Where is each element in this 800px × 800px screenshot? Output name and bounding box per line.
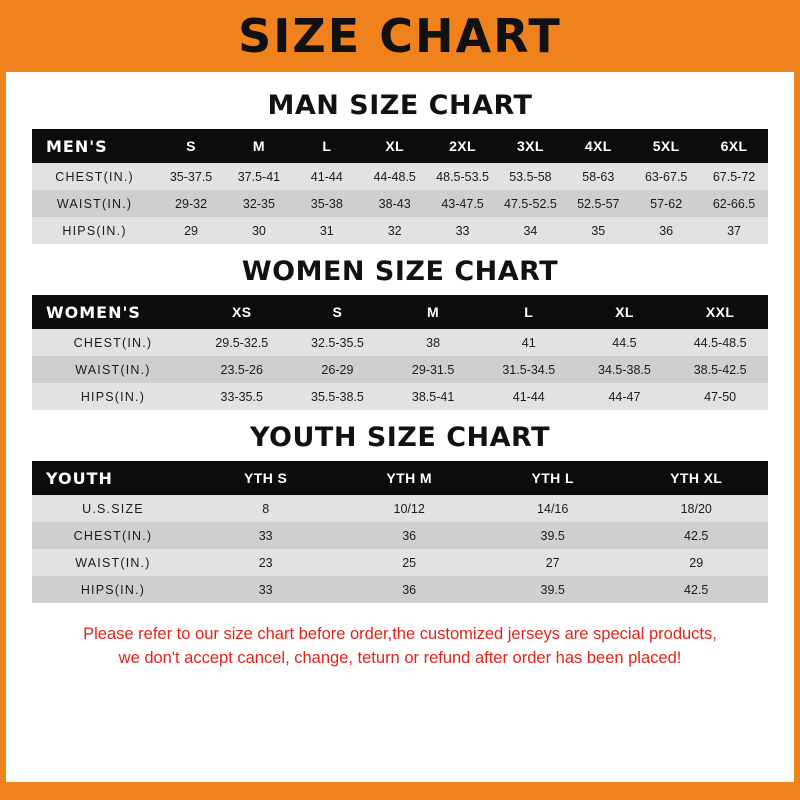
column-header: 6XL: [700, 129, 768, 163]
column-header: S: [157, 129, 225, 163]
table-cell: 18/20: [680, 501, 712, 516]
column-header: M: [385, 295, 481, 329]
table-cell: 33: [258, 528, 273, 543]
column-header: YTH XL: [624, 461, 768, 495]
row-label: U.S.SIZE: [82, 501, 144, 516]
table-cell: 38.5-42.5: [693, 362, 747, 377]
table-cell: 38: [426, 335, 441, 350]
youth-table-body: [32, 495, 768, 603]
row-label: HIPS(IN.): [80, 389, 146, 404]
table-cell: 62-66.5: [712, 196, 756, 211]
table-row: [32, 163, 768, 190]
table-cell: 35-38: [310, 196, 343, 211]
table-cell: 38.5-41: [411, 389, 455, 404]
table-cell: 44.5-48.5: [693, 335, 747, 350]
table-cell: 37.5-41: [237, 169, 281, 184]
table-cell: 36: [659, 223, 674, 238]
table-cell: 23.5-26: [220, 362, 263, 377]
table-cell: 47-50: [704, 389, 737, 404]
footer-note: [32, 617, 768, 671]
table-cell: 14/16: [537, 501, 569, 516]
column-header: XXL: [672, 295, 768, 329]
table-cell: 29: [689, 555, 704, 570]
table-header-row: [32, 295, 768, 329]
table-row: [32, 576, 768, 603]
table-cell: 39.5: [540, 528, 565, 543]
header-band: [0, 0, 800, 72]
women-table-body: [32, 329, 768, 410]
column-header: XS: [194, 295, 290, 329]
table-cell: 29-32: [175, 196, 208, 211]
table-cell: 32-35: [242, 196, 275, 211]
table-cell: 35.5-38.5: [311, 389, 364, 404]
table-cell: 29-31.5: [411, 362, 455, 377]
column-header: YTH S: [194, 461, 338, 495]
youth-row-header: YOUTH: [32, 461, 194, 495]
row-label: WAIST(IN.): [56, 196, 133, 211]
youth-size-table: [32, 461, 768, 603]
table-cell: 27: [545, 555, 560, 570]
table-cell: 42.5: [684, 582, 709, 597]
column-header: M: [225, 129, 293, 163]
footer-line-1: Please refer to our size chart before order,the customized jerseys are special products,: [83, 625, 717, 643]
table-cell: 38-43: [378, 196, 411, 211]
table-cell: 8: [262, 501, 270, 516]
table-row: [32, 356, 768, 383]
bottom-band: [0, 782, 800, 800]
table-cell: 36: [402, 582, 417, 597]
table-cell: 41-44: [310, 169, 343, 184]
table-cell: 53.5-58: [509, 169, 552, 184]
table-row: [32, 549, 768, 576]
column-header: L: [481, 295, 577, 329]
page-title: SIZE CHART: [238, 9, 562, 63]
table-cell: 31.5-34.5: [502, 362, 556, 377]
table-cell: 57-62: [650, 196, 683, 211]
table-cell: 42.5: [684, 528, 709, 543]
table-cell: 23: [258, 555, 273, 570]
row-label: HIPS(IN.): [62, 223, 127, 238]
table-cell: 32: [387, 223, 402, 238]
row-label: CHEST(IN.): [55, 169, 134, 184]
column-header: YTH M: [337, 461, 481, 495]
table-row: [32, 217, 768, 244]
table-cell: 34.5-38.5: [598, 362, 651, 377]
row-label: WAIST(IN.): [75, 555, 151, 570]
men-table-head: [32, 129, 768, 163]
women-size-table: [32, 295, 768, 410]
table-cell: 47.5-52.5: [504, 196, 557, 211]
column-header: S: [290, 295, 386, 329]
table-row: [32, 495, 768, 522]
table-cell: 25: [402, 555, 417, 570]
column-header: L: [293, 129, 361, 163]
table-row: [32, 383, 768, 410]
table-cell: 44-47: [608, 389, 641, 404]
section-title-youth: YOUTH SIZE CHART: [249, 422, 551, 453]
column-header: XL: [577, 295, 673, 329]
table-row: [32, 329, 768, 356]
men-size-table: [32, 129, 768, 244]
column-header: 5XL: [632, 129, 700, 163]
table-cell: 39.5: [540, 582, 565, 597]
row-label: HIPS(IN.): [80, 582, 146, 597]
table-cell: 29.5-32.5: [215, 335, 269, 350]
table-cell: 44-48.5: [373, 169, 416, 184]
table-cell: 35-37.5: [169, 169, 213, 184]
table-cell: 58-63: [582, 169, 615, 184]
table-header-row: [32, 129, 768, 163]
table-cell: 31: [319, 223, 334, 238]
table-cell: 29: [184, 223, 198, 238]
table-cell: 37: [727, 223, 741, 238]
men-table-body: [32, 163, 768, 244]
table-cell: 63-67.5: [644, 169, 688, 184]
table-row: [32, 190, 768, 217]
table-cell: 35: [591, 223, 606, 238]
table-header-row: [32, 461, 768, 495]
table-cell: 44.5: [612, 335, 637, 350]
table-cell: 67.5-72: [712, 169, 756, 184]
table-cell: 48.5-53.5: [436, 169, 489, 184]
table-cell: 10/12: [393, 501, 425, 516]
row-label: CHEST(IN.): [73, 335, 153, 350]
table-cell: 32.5-35.5: [311, 335, 364, 350]
women-row-header: WOMEN'S: [32, 295, 194, 329]
table-cell: 41-44: [512, 389, 545, 404]
men-row-header: MEN'S: [32, 129, 157, 163]
footer-line-2: we don't accept cancel, change, teturn or refund after order has been placed!: [118, 648, 682, 667]
section-title-men: MAN SIZE CHART: [267, 90, 533, 121]
table-cell: 36: [402, 528, 417, 543]
row-label: CHEST(IN.): [73, 528, 153, 543]
column-header: 3XL: [496, 129, 564, 163]
women-table-head: [32, 295, 768, 329]
column-header: YTH L: [481, 461, 625, 495]
row-label: WAIST(IN.): [75, 362, 151, 377]
youth-table-head: [32, 461, 768, 495]
table-cell: 43-47.5: [441, 196, 484, 211]
table-cell: 30: [251, 223, 266, 238]
column-header: XL: [361, 129, 429, 163]
table-cell: 33-35.5: [220, 389, 263, 404]
column-header: 4XL: [564, 129, 632, 163]
chart-content: [6, 72, 794, 671]
table-cell: 52.5-57: [577, 196, 620, 211]
table-cell: 34: [523, 223, 538, 238]
table-cell: 33: [455, 223, 470, 238]
table-row: [32, 522, 768, 549]
column-header: 2XL: [429, 129, 497, 163]
section-title-women: WOMEN SIZE CHART: [241, 256, 559, 287]
table-cell: 41: [521, 335, 536, 350]
table-cell: 26-29: [321, 362, 354, 377]
table-cell: 33: [258, 582, 273, 597]
